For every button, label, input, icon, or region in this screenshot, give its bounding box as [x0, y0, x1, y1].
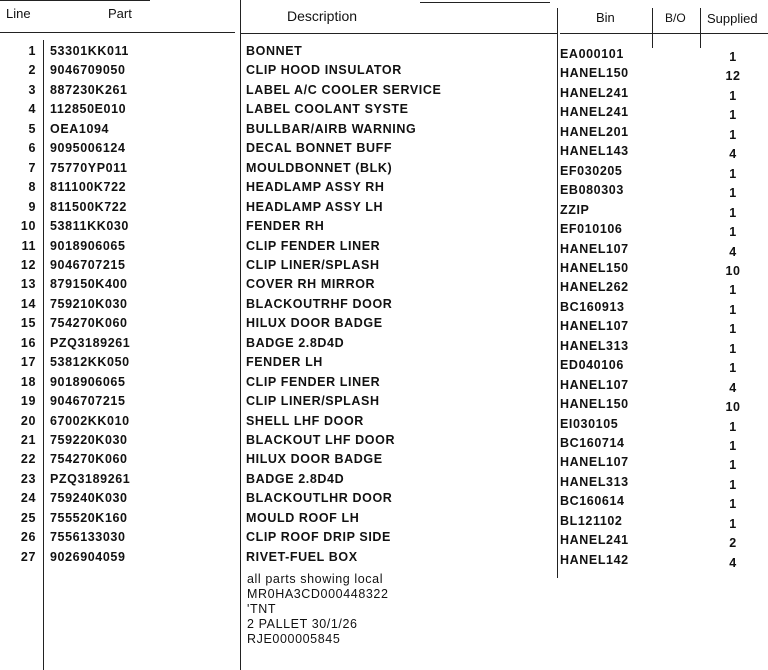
part-description: LABEL A/C COOLER SERVICE [246, 83, 442, 97]
part-number: 9046707215 [50, 258, 126, 272]
part-number: 754270K060 [50, 452, 128, 466]
part-description: COVER RH MIRROR [246, 277, 376, 291]
bin-location: EF030205 [560, 164, 623, 178]
part-number: PZQ3189261 [50, 336, 131, 350]
part-number: 9095006124 [50, 141, 126, 155]
part-number: 53812KK050 [50, 355, 130, 369]
line-number: 17 [20, 355, 36, 369]
supplied-qty: 1 [729, 206, 737, 220]
part-number: 755520K160 [50, 511, 128, 525]
part-number: PZQ3189261 [50, 472, 131, 486]
line-number: 23 [20, 472, 36, 486]
part-number: 9018906065 [50, 239, 126, 253]
header-description: Description [287, 8, 358, 24]
bin-location: HANEL201 [560, 125, 629, 139]
part-description: HEADLAMP ASSY RH [246, 180, 385, 194]
line-number: 6 [28, 141, 36, 155]
supplied-qty: 1 [729, 225, 737, 239]
part-description: SHELL LHF DOOR [246, 414, 364, 428]
note-line: all parts showing local [247, 572, 384, 586]
part-description: FENDER LH [246, 355, 323, 369]
bin-location: HANEL241 [560, 105, 629, 119]
part-description: BADGE 2.8D4D [246, 472, 345, 486]
line-number: 25 [20, 511, 36, 525]
part-description: BLACKOUTRHF DOOR [246, 297, 393, 311]
note-line: RJE000005845 [247, 632, 341, 646]
part-description: BLACKOUTLHR DOOR [246, 491, 393, 505]
header-line: Line [6, 6, 31, 21]
bin-location: EI030105 [560, 417, 619, 431]
header-part: Part [108, 6, 132, 21]
part-number: 811500K722 [50, 200, 127, 214]
bin-location: EA000101 [560, 47, 624, 61]
bin-location: HANEL262 [560, 280, 629, 294]
line-number: 9 [28, 200, 36, 214]
part-description: CLIP FENDER LINER [246, 375, 381, 389]
supplied-qty: 1 [729, 517, 737, 531]
header-bin: Bin [596, 10, 615, 25]
line-number: 10 [20, 219, 36, 233]
part-number: 754270K060 [50, 316, 128, 330]
line-number: 7 [28, 161, 36, 175]
part-description: FENDER RH [246, 219, 325, 233]
part-number: 887230K261 [50, 83, 128, 97]
line-number: 22 [20, 452, 36, 466]
part-description: RIVET-FUEL BOX [246, 550, 358, 564]
part-description: BONNET [246, 44, 303, 58]
part-number: 9046707215 [50, 394, 126, 408]
part-number: 53301KK011 [50, 44, 129, 58]
supplied-qty: 1 [729, 167, 737, 181]
supplied-qty: 1 [729, 303, 737, 317]
line-number: 16 [20, 336, 36, 350]
top-rule-right [420, 2, 550, 3]
line-number: 11 [21, 239, 36, 253]
supplied-qty: 1 [729, 186, 737, 200]
supplied-qty: 1 [729, 439, 737, 453]
bin-location: HANEL150 [560, 66, 629, 80]
supplied-qty: 12 [725, 69, 741, 83]
part-number: 879150K400 [50, 277, 128, 291]
line-number: 18 [20, 375, 36, 389]
supplied-qty: 1 [729, 50, 737, 64]
column-divider-part [240, 0, 241, 670]
line-number: 1 [28, 44, 36, 58]
supplied-qty: 1 [729, 322, 737, 336]
part-number: 112850E010 [50, 102, 127, 116]
part-description: MOULD ROOF LH [246, 511, 360, 525]
supplied-qty: 4 [729, 381, 737, 395]
note-line: 'TNT [247, 602, 277, 616]
bin-location: BC160913 [560, 300, 625, 314]
line-number: 2 [28, 63, 36, 77]
part-number: 67002KK010 [50, 414, 130, 428]
bin-location: HANEL107 [560, 378, 629, 392]
supplied-qty: 1 [729, 342, 737, 356]
line-number: 27 [20, 550, 36, 564]
part-number: 7556133030 [50, 530, 126, 544]
bin-location: ED040106 [560, 358, 624, 372]
note-line: MR0HA3CD000448322 [247, 587, 389, 601]
part-description: MOULDBONNET (BLK) [246, 161, 393, 175]
part-number: 759240K030 [50, 491, 128, 505]
line-number: 13 [20, 277, 36, 291]
supplied-qty: 1 [729, 478, 737, 492]
part-description: BULLBAR/AIRB WARNING [246, 122, 417, 136]
part-number: 759210K030 [50, 297, 128, 311]
bin-location: HANEL107 [560, 455, 629, 469]
supplied-qty: 4 [729, 147, 737, 161]
part-description: BADGE 2.8D4D [246, 336, 345, 350]
part-description: HILUX DOOR BADGE [246, 452, 383, 466]
bin-location: HANEL241 [560, 86, 629, 100]
part-description: CLIP HOOD INSULATOR [246, 63, 402, 77]
bin-location: BL121102 [560, 514, 623, 528]
part-number: 53811KK030 [50, 219, 129, 233]
bin-location: EB080303 [560, 183, 624, 197]
bin-location: BC160614 [560, 494, 625, 508]
header-bo: B/O [665, 11, 686, 25]
column-divider-line [43, 40, 44, 670]
supplied-qty: 1 [729, 420, 737, 434]
supplied-qty: 1 [729, 497, 737, 511]
part-description: CLIP LINER/SPLASH [246, 258, 380, 272]
line-number: 20 [20, 414, 36, 428]
line-number: 5 [28, 122, 36, 136]
part-number: 9018906065 [50, 375, 126, 389]
note-line: 2 PALLET 30/1/26 [247, 617, 358, 631]
part-number: 759220K030 [50, 433, 128, 447]
supplied-qty: 1 [729, 283, 737, 297]
line-number: 19 [20, 394, 36, 408]
bin-location: ZZIP [560, 203, 590, 217]
column-divider-bo [700, 8, 701, 48]
supplied-qty: 1 [729, 128, 737, 142]
bin-location: HANEL313 [560, 339, 629, 353]
part-number: 811100K722 [50, 180, 127, 194]
part-description: HEADLAMP ASSY LH [246, 200, 384, 214]
line-number: 4 [28, 102, 36, 116]
line-number: 3 [28, 83, 36, 97]
supplied-qty: 1 [729, 89, 737, 103]
header-rule-right [560, 33, 768, 34]
line-number: 8 [28, 180, 36, 194]
supplied-qty: 4 [729, 245, 737, 259]
line-number: 14 [20, 297, 36, 311]
bin-location: HANEL107 [560, 242, 629, 256]
line-number: 12 [20, 258, 36, 272]
part-number: 9026904059 [50, 550, 126, 564]
line-number: 21 [20, 433, 36, 447]
part-number: 75770YP011 [50, 161, 128, 175]
part-number: 9046709050 [50, 63, 126, 77]
bin-location: HANEL107 [560, 319, 629, 333]
bin-location: HANEL313 [560, 475, 629, 489]
bin-location: HANEL150 [560, 397, 629, 411]
line-number: 26 [20, 530, 36, 544]
supplied-qty: 10 [725, 400, 741, 414]
column-divider-desc [557, 8, 558, 578]
header-supplied: Supplied [707, 11, 758, 26]
top-rule-left [0, 0, 150, 1]
bin-location: HANEL143 [560, 144, 629, 158]
supplied-qty: 4 [729, 556, 737, 570]
part-description: CLIP FENDER LINER [246, 239, 381, 253]
part-description: CLIP ROOF DRIP SIDE [246, 530, 391, 544]
part-description: DECAL BONNET BUFF [246, 141, 393, 155]
column-divider-bin [652, 8, 653, 48]
line-number: 15 [20, 316, 36, 330]
supplied-qty: 1 [729, 458, 737, 472]
header-rule-left [0, 32, 235, 33]
supplied-qty: 1 [729, 361, 737, 375]
supplied-qty: 2 [729, 536, 737, 550]
supplied-qty: 10 [725, 264, 741, 278]
bin-location: HANEL150 [560, 261, 629, 275]
bin-location: HANEL142 [560, 553, 629, 567]
bin-location: HANEL241 [560, 533, 629, 547]
bin-location: EF010106 [560, 222, 623, 236]
part-description: HILUX DOOR BADGE [246, 316, 383, 330]
part-description: CLIP LINER/SPLASH [246, 394, 380, 408]
part-description: BLACKOUT LHF DOOR [246, 433, 396, 447]
line-number: 24 [20, 491, 36, 505]
part-number: OEA1094 [50, 122, 110, 136]
header-rule-mid [240, 33, 558, 34]
part-description: LABEL COOLANT SYSTE [246, 102, 409, 116]
supplied-qty: 1 [729, 108, 737, 122]
bin-location: BC160714 [560, 436, 625, 450]
